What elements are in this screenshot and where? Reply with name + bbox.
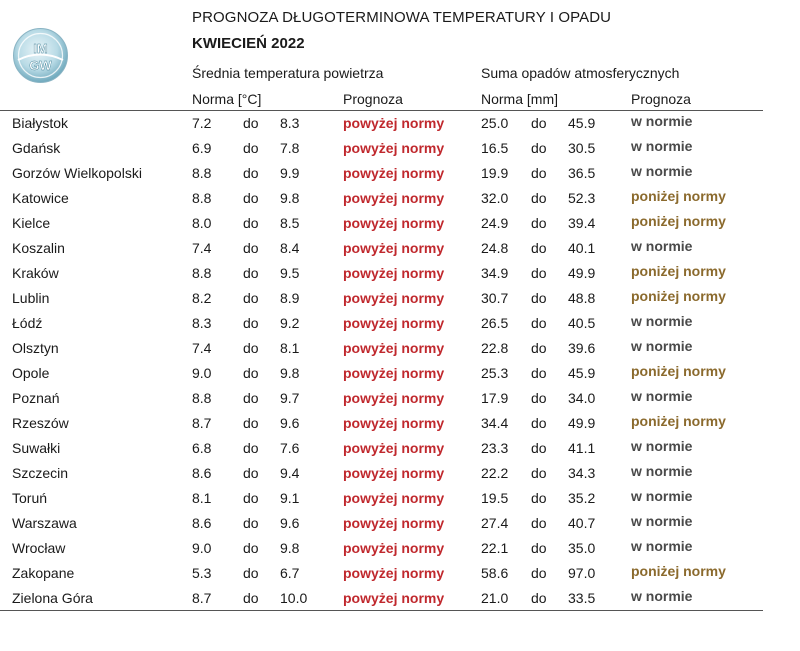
precip-norm-sep: do <box>531 165 547 181</box>
temp-norm-min: 8.8 <box>192 190 212 206</box>
precip-norm-max: 30.5 <box>568 140 596 156</box>
table-row <box>0 411 763 436</box>
city-name: Rzeszów <box>12 415 69 431</box>
temp-forecast: powyżej normy <box>343 565 445 581</box>
precip-norm-sep: do <box>531 565 547 581</box>
temp-norm-max: 8.3 <box>280 115 300 131</box>
precip-norm-sep: do <box>531 215 547 231</box>
temp-forecast: powyżej normy <box>343 140 445 156</box>
precip-norm-sep: do <box>531 265 547 281</box>
temp-norm-sep: do <box>243 515 259 531</box>
precip-norm-min: 22.8 <box>481 340 509 356</box>
table-row <box>0 236 763 261</box>
city-name: Gdańsk <box>12 140 61 156</box>
temp-norm-sep: do <box>243 215 259 231</box>
footer-divider <box>0 610 763 611</box>
temp-norm-sep: do <box>243 315 259 331</box>
temp-norm-min: 8.7 <box>192 415 212 431</box>
city-name: Katowice <box>12 190 69 206</box>
precip-norm-sep: do <box>531 240 547 256</box>
temp-norm-min: 8.8 <box>192 265 212 281</box>
temp-norm-sep: do <box>243 440 259 456</box>
precip-forecast: w normie <box>631 463 693 479</box>
temp-norm-max: 9.6 <box>280 415 300 431</box>
table-row <box>0 386 763 411</box>
city-name: Białystok <box>12 115 69 131</box>
city-name: Łódź <box>12 315 43 331</box>
temp-norm-max: 8.5 <box>280 215 300 231</box>
precip-forecast: poniżej normy <box>631 363 726 379</box>
temp-norm-sep: do <box>243 415 259 431</box>
precip-norm-max: 97.0 <box>568 565 596 581</box>
temp-forecast: powyżej normy <box>343 365 445 381</box>
temp-norm-sep: do <box>243 290 259 306</box>
table-row <box>0 436 763 461</box>
temp-norm-sep: do <box>243 190 259 206</box>
precip-norm-min: 32.0 <box>481 190 509 206</box>
city-name: Olsztyn <box>12 340 59 356</box>
precip-norm-sep: do <box>531 540 547 556</box>
temp-forecast: powyżej normy <box>343 490 445 506</box>
precip-forecast: poniżej normy <box>631 213 726 229</box>
temp-norm-max: 9.4 <box>280 465 300 481</box>
temp-norm-min: 8.3 <box>192 315 212 331</box>
precip-norm-min: 19.5 <box>481 490 509 506</box>
temp-norm-min: 8.0 <box>192 215 212 231</box>
temp-norm-max: 8.9 <box>280 290 300 306</box>
temp-norm-min: 8.8 <box>192 165 212 181</box>
temp-forecast-header: Prognoza <box>343 91 403 107</box>
temp-forecast: powyżej normy <box>343 240 445 256</box>
precip-norm-max: 35.0 <box>568 540 596 556</box>
precip-norm-sep: do <box>531 190 547 206</box>
precip-norm-sep: do <box>531 590 547 606</box>
precip-forecast-header: Prognoza <box>631 91 691 107</box>
precip-norm-max: 39.4 <box>568 215 596 231</box>
city-name: Gorzów Wielkopolski <box>12 165 142 181</box>
temp-norm-max: 9.8 <box>280 190 300 206</box>
temp-norm-max: 9.7 <box>280 390 300 406</box>
page-subtitle: KWIECIEŃ 2022 <box>192 35 305 52</box>
precip-norm-sep: do <box>531 415 547 431</box>
temp-norm-sep: do <box>243 590 259 606</box>
table-row <box>0 211 763 236</box>
table-row <box>0 486 763 511</box>
precip-norm-header: Norma [mm] <box>481 91 558 107</box>
logo-text-top: IM <box>33 41 48 56</box>
precip-norm-max: 52.3 <box>568 190 596 206</box>
temp-norm-sep: do <box>243 490 259 506</box>
temp-norm-min: 7.2 <box>192 115 212 131</box>
temp-norm-min: 8.7 <box>192 590 212 606</box>
temp-norm-max: 9.2 <box>280 315 300 331</box>
precip-norm-sep: do <box>531 365 547 381</box>
precip-norm-min: 22.2 <box>481 465 509 481</box>
city-name: Lublin <box>12 290 50 306</box>
precip-norm-sep: do <box>531 115 547 131</box>
precip-norm-sep: do <box>531 515 547 531</box>
precip-forecast: poniżej normy <box>631 188 726 204</box>
temp-norm-max: 10.0 <box>280 590 308 606</box>
temp-forecast: powyżej normy <box>343 440 445 456</box>
precip-forecast: poniżej normy <box>631 263 726 279</box>
precip-norm-sep: do <box>531 490 547 506</box>
temp-norm-sep: do <box>243 390 259 406</box>
temp-norm-min: 7.4 <box>192 240 212 256</box>
temp-norm-min: 9.0 <box>192 365 212 381</box>
temp-forecast: powyżej normy <box>343 590 445 606</box>
temp-forecast: powyżej normy <box>343 315 445 331</box>
temp-norm-max: 9.1 <box>280 490 300 506</box>
temp-norm-max: 9.8 <box>280 365 300 381</box>
city-name: Suwałki <box>12 440 61 456</box>
precip-forecast: w normie <box>631 438 693 454</box>
temp-norm-sep: do <box>243 240 259 256</box>
precip-norm-min: 58.6 <box>481 565 509 581</box>
precip-forecast: poniżej normy <box>631 413 726 429</box>
temp-forecast: powyżej normy <box>343 165 445 181</box>
temp-norm-sep: do <box>243 165 259 181</box>
precip-norm-sep: do <box>531 290 547 306</box>
precip-forecast: w normie <box>631 113 693 129</box>
city-name: Szczecin <box>12 465 69 481</box>
table-row <box>0 561 763 586</box>
temp-norm-min: 8.2 <box>192 290 212 306</box>
precip-norm-max: 40.1 <box>568 240 596 256</box>
table-row <box>0 261 763 286</box>
temp-norm-sep: do <box>243 140 259 156</box>
precip-norm-max: 49.9 <box>568 265 596 281</box>
precip-norm-min: 24.8 <box>481 240 509 256</box>
temp-norm-header: Norma [°C] <box>192 91 262 107</box>
precip-norm-sep: do <box>531 140 547 156</box>
temp-norm-min: 9.0 <box>192 540 212 556</box>
temp-norm-sep: do <box>243 565 259 581</box>
temp-forecast: powyżej normy <box>343 290 445 306</box>
temp-norm-max: 6.7 <box>280 565 300 581</box>
precip-forecast: w normie <box>631 388 693 404</box>
temp-norm-max: 9.5 <box>280 265 300 281</box>
logo-text-bottom: GW <box>29 58 52 73</box>
precip-forecast: w normie <box>631 238 693 254</box>
precip-norm-max: 39.6 <box>568 340 596 356</box>
temp-norm-max: 8.4 <box>280 240 300 256</box>
precip-norm-min: 24.9 <box>481 215 509 231</box>
precip-norm-min: 21.0 <box>481 590 509 606</box>
precip-forecast: w normie <box>631 313 693 329</box>
table-row <box>0 536 763 561</box>
temp-norm-sep: do <box>243 115 259 131</box>
temp-forecast: powyżej normy <box>343 540 445 556</box>
precip-norm-min: 25.3 <box>481 365 509 381</box>
precip-norm-sep: do <box>531 465 547 481</box>
temp-norm-max: 9.9 <box>280 165 300 181</box>
temp-norm-max: 7.6 <box>280 440 300 456</box>
precip-forecast: poniżej normy <box>631 288 726 304</box>
imgw-logo <box>12 27 69 84</box>
precip-norm-max: 48.8 <box>568 290 596 306</box>
precip-norm-min: 25.0 <box>481 115 509 131</box>
table-row <box>0 511 763 536</box>
precip-forecast: w normie <box>631 513 693 529</box>
precip-forecast: poniżej normy <box>631 563 726 579</box>
city-name: Kielce <box>12 215 51 231</box>
city-name: Kraków <box>12 265 59 281</box>
table-row <box>0 286 763 311</box>
precip-forecast: w normie <box>631 338 693 354</box>
precip-norm-max: 36.5 <box>568 165 596 181</box>
imgw-logo-graphic <box>12 27 69 84</box>
city-name: Warszawa <box>12 515 77 531</box>
temp-norm-sep: do <box>243 365 259 381</box>
precip-norm-max: 34.3 <box>568 465 596 481</box>
precip-forecast: w normie <box>631 588 693 604</box>
precip-norm-max: 45.9 <box>568 365 596 381</box>
city-name: Toruń <box>12 490 48 506</box>
precip-norm-max: 35.2 <box>568 490 596 506</box>
city-name: Poznań <box>12 390 60 406</box>
table-row <box>0 461 763 486</box>
table-row <box>0 161 763 186</box>
temp-norm-min: 7.4 <box>192 340 212 356</box>
precip-norm-min: 27.4 <box>481 515 509 531</box>
table-row <box>0 186 763 211</box>
temp-forecast: powyżej normy <box>343 515 445 531</box>
temp-forecast: powyżej normy <box>343 190 445 206</box>
temp-forecast: powyżej normy <box>343 390 445 406</box>
temp-norm-min: 8.6 <box>192 465 212 481</box>
precip-norm-min: 26.5 <box>481 315 509 331</box>
precip-norm-sep: do <box>531 440 547 456</box>
table-row <box>0 136 763 161</box>
precip-forecast: w normie <box>631 538 693 554</box>
temp-norm-sep: do <box>243 465 259 481</box>
temp-norm-min: 8.1 <box>192 490 212 506</box>
temp-forecast: powyżej normy <box>343 415 445 431</box>
city-name: Zakopane <box>12 565 75 581</box>
page-title: PROGNOZA DŁUGOTERMINOWA TEMPERATURY I OPADU <box>192 9 612 26</box>
precip-norm-min: 22.1 <box>481 540 509 556</box>
temp-norm-max: 9.8 <box>280 540 300 556</box>
temp-norm-sep: do <box>243 340 259 356</box>
temp-norm-max: 9.6 <box>280 515 300 531</box>
table-row <box>0 336 763 361</box>
table-row <box>0 586 763 611</box>
precip-norm-max: 45.9 <box>568 115 596 131</box>
precip-norm-max: 40.7 <box>568 515 596 531</box>
temp-norm-max: 7.8 <box>280 140 300 156</box>
precip-norm-sep: do <box>531 315 547 331</box>
city-name: Wrocław <box>12 540 66 556</box>
precip-norm-max: 34.0 <box>568 390 596 406</box>
table-row <box>0 311 763 336</box>
precip-norm-min: 30.7 <box>481 290 509 306</box>
precip-norm-sep: do <box>531 340 547 356</box>
temp-group-header: Średnia temperatura powietrza <box>192 65 384 81</box>
temp-norm-min: 6.9 <box>192 140 212 156</box>
precip-norm-max: 41.1 <box>568 440 596 456</box>
precip-norm-sep: do <box>531 390 547 406</box>
temp-norm-max: 8.1 <box>280 340 300 356</box>
temp-norm-min: 8.6 <box>192 515 212 531</box>
temp-norm-sep: do <box>243 540 259 556</box>
precip-norm-min: 34.4 <box>481 415 509 431</box>
precip-norm-min: 23.3 <box>481 440 509 456</box>
precip-forecast: w normie <box>631 138 693 154</box>
temp-forecast: powyżej normy <box>343 465 445 481</box>
precip-forecast: w normie <box>631 163 693 179</box>
temp-norm-min: 6.8 <box>192 440 212 456</box>
city-name: Opole <box>12 365 50 381</box>
temp-norm-sep: do <box>243 265 259 281</box>
precip-norm-min: 19.9 <box>481 165 509 181</box>
city-name: Zielona Góra <box>12 590 93 606</box>
table-row <box>0 111 763 136</box>
temp-forecast: powyżej normy <box>343 115 445 131</box>
precip-norm-min: 34.9 <box>481 265 509 281</box>
temp-forecast: powyżej normy <box>343 215 445 231</box>
precip-forecast: w normie <box>631 488 693 504</box>
temp-forecast: powyżej normy <box>343 340 445 356</box>
precip-norm-max: 33.5 <box>568 590 596 606</box>
temp-norm-min: 8.8 <box>192 390 212 406</box>
precip-norm-min: 16.5 <box>481 140 509 156</box>
precip-norm-max: 49.9 <box>568 415 596 431</box>
precip-norm-min: 17.9 <box>481 390 509 406</box>
temp-forecast: powyżej normy <box>343 265 445 281</box>
city-name: Koszalin <box>12 240 65 256</box>
precip-norm-max: 40.5 <box>568 315 596 331</box>
precip-group-header: Suma opadów atmosferycznych <box>481 65 680 81</box>
table-row <box>0 361 763 386</box>
temp-norm-min: 5.3 <box>192 565 212 581</box>
